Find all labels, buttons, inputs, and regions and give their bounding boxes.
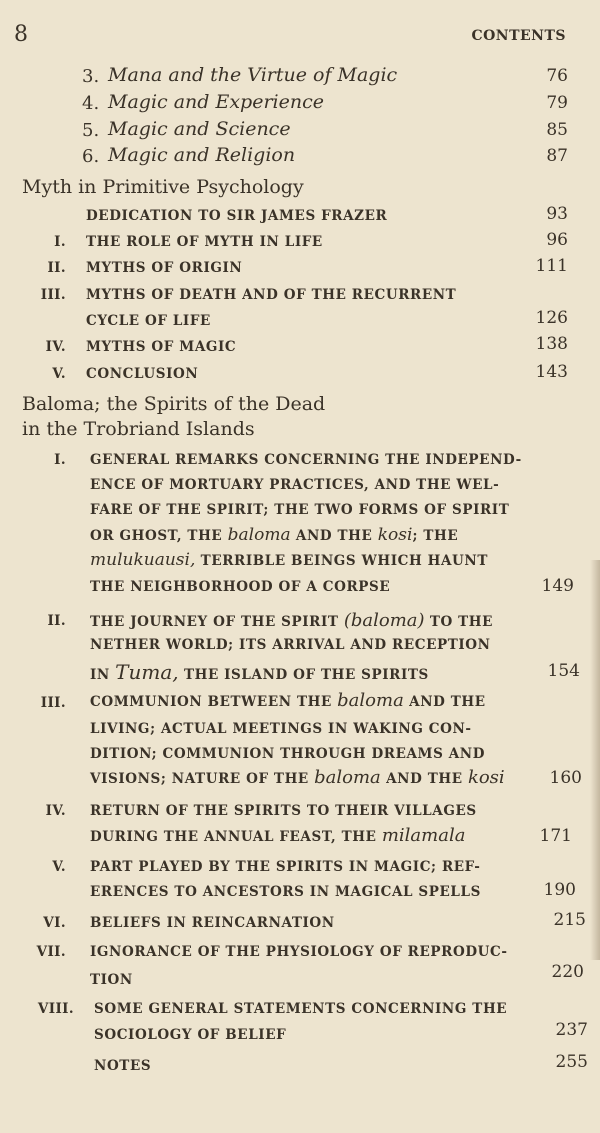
item-page: 190 <box>543 880 576 900</box>
item-title: MYTHS OF ORIGIN <box>86 260 243 276</box>
line-text: AND THE <box>295 528 373 544</box>
item-title: Magic and Science <box>108 118 291 140</box>
item-page: 96 <box>546 230 568 250</box>
native-term: baloma <box>337 690 404 711</box>
item-line <box>90 550 488 570</box>
roman-numeral: III. <box>40 287 66 303</box>
item-line: LIVING; ACTUAL MEETINGS IN WAKING CON- <box>90 721 472 737</box>
roman-numeral: VII. <box>36 944 66 960</box>
roman-numeral: V. <box>52 366 66 382</box>
item-title-line2: CYCLE OF LIFE <box>86 313 211 329</box>
item-title: THE ROLE OF MYTH IN LIFE <box>86 234 323 250</box>
line-text: TERRIBLE BEINGS WHICH HAUNT <box>200 553 489 569</box>
item-page: 149 <box>541 576 574 596</box>
roman-numeral: VI. <box>43 915 66 931</box>
item-line: TION <box>90 972 133 988</box>
native-term: kosi <box>377 525 413 545</box>
item-line: SOME GENERAL STATEMENTS CONCERNING THE <box>94 1001 508 1017</box>
item-line <box>90 660 429 684</box>
item-page: 126 <box>535 308 568 328</box>
line-text: VISIONS; NATURE OF THE <box>90 771 309 787</box>
item-number: 3. <box>82 66 100 87</box>
item-page: 237 <box>555 1020 588 1040</box>
line-text: COMMUNION BETWEEN THE <box>90 694 332 710</box>
item-page: 171 <box>539 826 572 846</box>
line-text: ; THE <box>412 528 459 544</box>
item-title: MYTHS OF MAGIC <box>86 339 237 355</box>
item-title: Magic and Experience <box>108 91 324 113</box>
section-title-myth: Myth in Primitive Psychology <box>22 176 304 198</box>
item-line: PART PLAYED BY THE SPIRITS IN MAGIC; REF- <box>90 859 481 875</box>
notes-label: NOTES <box>94 1058 152 1074</box>
roman-numeral: I. <box>54 452 66 468</box>
native-term: baloma <box>227 525 291 545</box>
line-text: IN <box>90 667 110 683</box>
item-line: GENERAL REMARKS CONCERNING THE INDEPEND- <box>90 452 522 468</box>
section-title-baloma-line2: in the Trobriand Islands <box>22 418 255 440</box>
roman-numeral: I. <box>54 234 66 250</box>
item-title: Magic and Religion <box>108 144 296 166</box>
line-text: AND THE <box>409 694 486 710</box>
item-line: SOCIOLOGY OF BELIEF <box>94 1027 287 1043</box>
item-number: 4. <box>82 93 100 114</box>
native-term: kosi <box>467 767 505 788</box>
roman-numeral: II. <box>47 613 66 629</box>
item-line: BELIEFS IN REINCARNATION <box>90 915 335 931</box>
item-number: 6. <box>82 146 100 167</box>
item-page: 220 <box>551 962 584 982</box>
native-term: (baloma) <box>343 610 425 631</box>
line-text: TO THE <box>429 614 494 630</box>
item-line: NETHER WORLD; ITS ARRIVAL AND RECEPTION <box>90 637 491 653</box>
item-line: ENCE OF MORTUARY PRACTICES, AND THE WEL- <box>90 477 500 493</box>
item-page: 143 <box>535 362 568 382</box>
roman-numeral: III. <box>40 695 66 711</box>
item-page: 79 <box>546 93 568 113</box>
binding-shadow <box>590 560 600 960</box>
item-page: 87 <box>546 146 568 166</box>
item-page: 85 <box>546 120 568 140</box>
line-text: THE JOURNEY OF THE SPIRIT <box>90 614 339 630</box>
item-line: FARE OF THE SPIRIT; THE TWO FORMS OF SPIRIT <box>90 502 510 518</box>
dedication-label: DEDICATION TO SIR JAMES FRAZER <box>86 208 388 224</box>
line-text: THE ISLAND OF THE SPIRITS <box>183 667 429 683</box>
item-line <box>90 610 493 631</box>
roman-numeral: V. <box>52 859 66 875</box>
item-page: 76 <box>546 66 568 86</box>
item-page: 160 <box>549 768 582 788</box>
item-line: IGNORANCE OF THE PHYSIOLOGY OF REPRODUC- <box>90 944 508 960</box>
item-number: 5. <box>82 120 100 141</box>
native-term: baloma <box>314 767 381 788</box>
item-line <box>90 767 505 788</box>
item-line <box>90 690 486 711</box>
line-text: AND THE <box>386 771 463 787</box>
roman-numeral: II. <box>47 260 66 276</box>
native-term: Tuma, <box>115 660 179 684</box>
notes-page: 255 <box>555 1052 588 1072</box>
running-head: CONTENTS <box>471 28 566 44</box>
line-text: DURING THE ANNUAL FEAST, THE <box>90 829 377 845</box>
item-line: DITION; COMMUNION THROUGH DREAMS AND <box>90 746 486 762</box>
item-title: MYTHS OF DEATH AND OF THE RECURRENT <box>86 287 457 303</box>
item-line: ERENCES TO ANCESTORS IN MAGICAL SPELLS <box>90 884 481 900</box>
item-page: 215 <box>553 910 586 930</box>
item-page: 111 <box>535 256 568 276</box>
item-line <box>90 525 458 545</box>
item-line <box>90 825 465 846</box>
native-term: milamala <box>381 825 466 846</box>
roman-numeral: IV. <box>45 803 66 819</box>
roman-numeral: VIII. <box>37 1001 74 1017</box>
item-line: THE NEIGHBORHOOD OF A CORPSE <box>90 579 391 595</box>
page-number: 8 <box>14 22 28 47</box>
item-line: RETURN OF THE SPIRITS TO THEIR VILLAGES <box>90 803 477 819</box>
roman-numeral: IV. <box>45 339 66 355</box>
line-text: OR GHOST, THE <box>90 528 223 544</box>
section-title-baloma: Baloma; the Spirits of the Dead <box>22 393 326 415</box>
item-page: 154 <box>547 661 580 681</box>
item-title: Mana and the Virtue of Magic <box>108 64 398 86</box>
dedication-page: 93 <box>546 204 568 224</box>
item-page: 138 <box>535 334 568 354</box>
native-term: mulukuausi, <box>90 550 196 570</box>
item-title: CONCLUSION <box>86 366 199 382</box>
